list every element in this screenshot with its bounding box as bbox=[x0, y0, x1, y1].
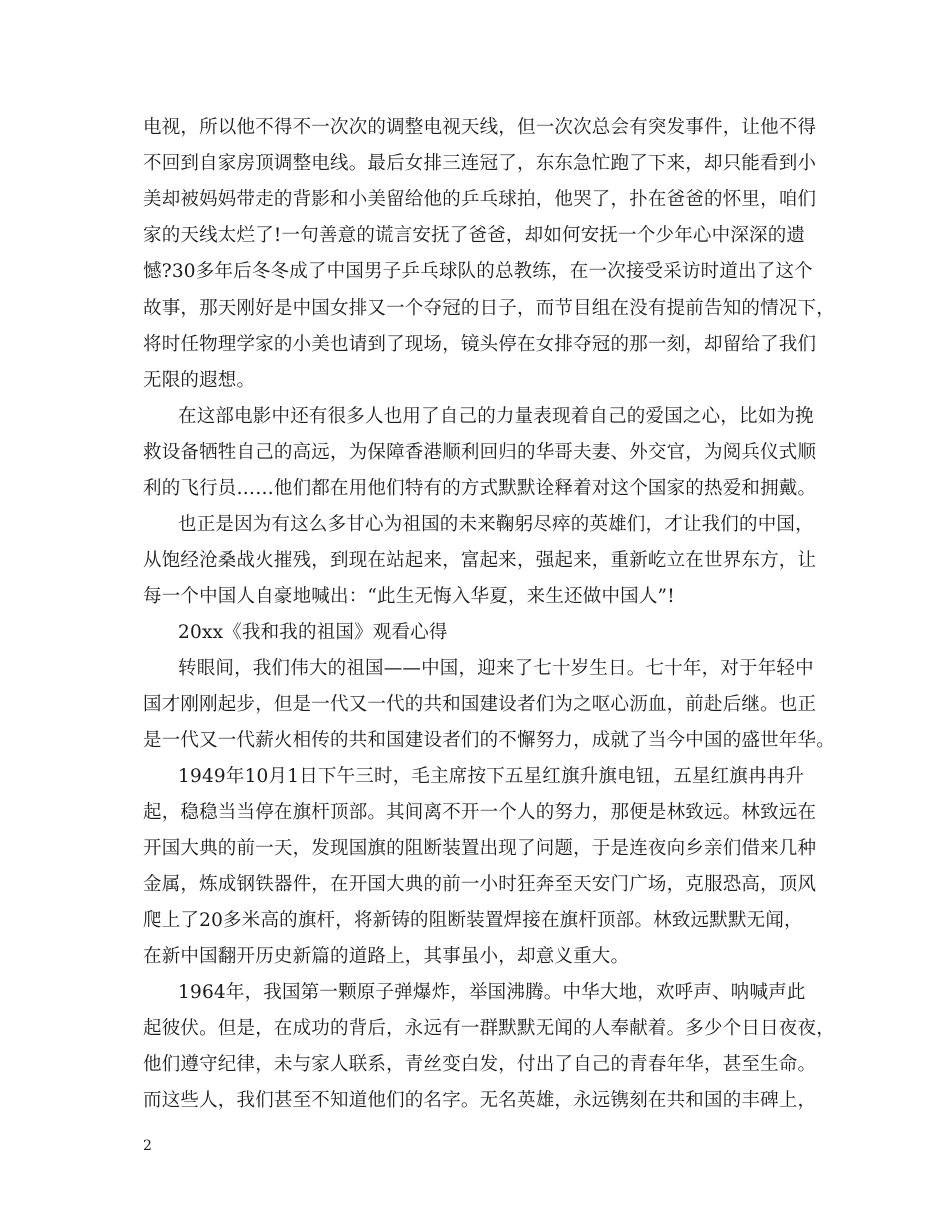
text-line: 不回到自家房顶调整电线。最后女排三连冠了，东东急忙跑了下来，却只能看到小 bbox=[143, 153, 817, 174]
text-line: 转眼间，我们伟大的祖国——中国，迎来了七十岁生日。七十年，对于年轻中 bbox=[178, 658, 814, 679]
text-line: 无限的遐想。 bbox=[143, 370, 256, 391]
text-line: 电视，所以他不得不一次次的调整电视天线，但一次次总会有突发事件，让他不得 bbox=[143, 117, 817, 138]
text-line: 起彼伏。但是，在成功的背后，永远有一群默默无闻的人奉献着。多少个日日夜夜， bbox=[143, 1018, 835, 1039]
text-line: 1964年，我国第一颗原子弹爆炸，举国沸腾。中华大地，欢呼声、呐喊声此 bbox=[178, 982, 806, 1003]
page-number: 2 bbox=[143, 1138, 152, 1154]
text-line: 憾?30多年后冬冬成了中国男子乒乓球队的总教练，在一次接受采访时道出了这个 bbox=[143, 261, 813, 282]
text-line: 家的天线太烂了!一句善意的谎言安抚了爸爸，却如何安抚一个少年心中深深的遗 bbox=[143, 225, 806, 246]
text-line: 故事，那天刚好是中国女排又一个夺冠的日子，而节目组在没有提前告知的情况下， bbox=[143, 298, 835, 319]
text-line: 利的飞行员……他们都在用他们特有的方式默默诠释着对这个国家的热爱和拥戴。 bbox=[143, 478, 817, 499]
section-title: 20xx《我和我的祖国》观看心得 bbox=[178, 622, 448, 643]
text-line: 金属，炼成钢铁器件，在开国大典的前一小时狂奔至天安门广场，克服恐高，顶风 bbox=[143, 874, 817, 895]
text-line: 也正是因为有这么多甘心为祖国的未来鞠躬尽瘁的英雄们，才让我们的中国， bbox=[178, 514, 814, 535]
text-line: 救设备牺牲自己的高远，为保障香港顺利回归的华哥夫妻、外交官，为阅兵仪式顺 bbox=[143, 442, 817, 463]
text-line: 在这部电影中还有很多人也用了自己的力量表现着自己的爱国之心，比如为挽 bbox=[178, 406, 814, 427]
text-line: 起，稳稳当当停在旗杆顶部。其间离不开一个人的努力，那便是林致远。林致远在 bbox=[143, 802, 817, 823]
text-line: 是一代又一代薪火相传的共和国建设者们的不懈努力，成就了当今中国的盛世年华。 bbox=[143, 730, 835, 751]
text-line: 1949年10月1日下午三时，毛主席按下五星红旗升旗电钮，五星红旗冉冉升 bbox=[178, 766, 805, 787]
text-line: 而这些人，我们甚至不知道他们的名字。无名英雄，永远镌刻在共和国的丰碑上， bbox=[143, 1090, 817, 1111]
text-line: 每一个中国人自豪地喊出：“此生无悔入华夏，来生还做中国人”! bbox=[143, 586, 675, 607]
text-line: 爬上了20多米高的旗杆，将新铸的阻断装置焊接在旗杆顶部。林致远默默无闻， bbox=[143, 910, 803, 931]
text-line: 在新中国翻开历史新篇的道路上，其事虽小，却意义重大。 bbox=[143, 946, 630, 967]
text-line: 将时任物理学家的小美也请到了现场，镜头停在女排夺冠的那一刻，却留给了我们 bbox=[143, 334, 817, 355]
text-line: 美却被妈妈带走的背影和小美留给他的乒乓球拍，他哭了，扑在爸爸的怀里，咱们 bbox=[143, 189, 817, 210]
text-line: 他们遵守纪律，未与家人联系，青丝变白发，付出了自己的青春年华，甚至生命。 bbox=[143, 1054, 817, 1075]
text-line: 从饱经沧桑战火摧残，到现在站起来，富起来，强起来，重新屹立在世界东方，让 bbox=[143, 550, 817, 571]
text-line: 国才刚刚起步，但是一代又一代的共和国建设者们为之呕心沥血，前赴后继。也正 bbox=[143, 694, 817, 715]
text-line: 开国大典的前一天，发现国旗的阻断装置出现了问题，于是连夜向乡亲们借来几种 bbox=[143, 838, 817, 859]
